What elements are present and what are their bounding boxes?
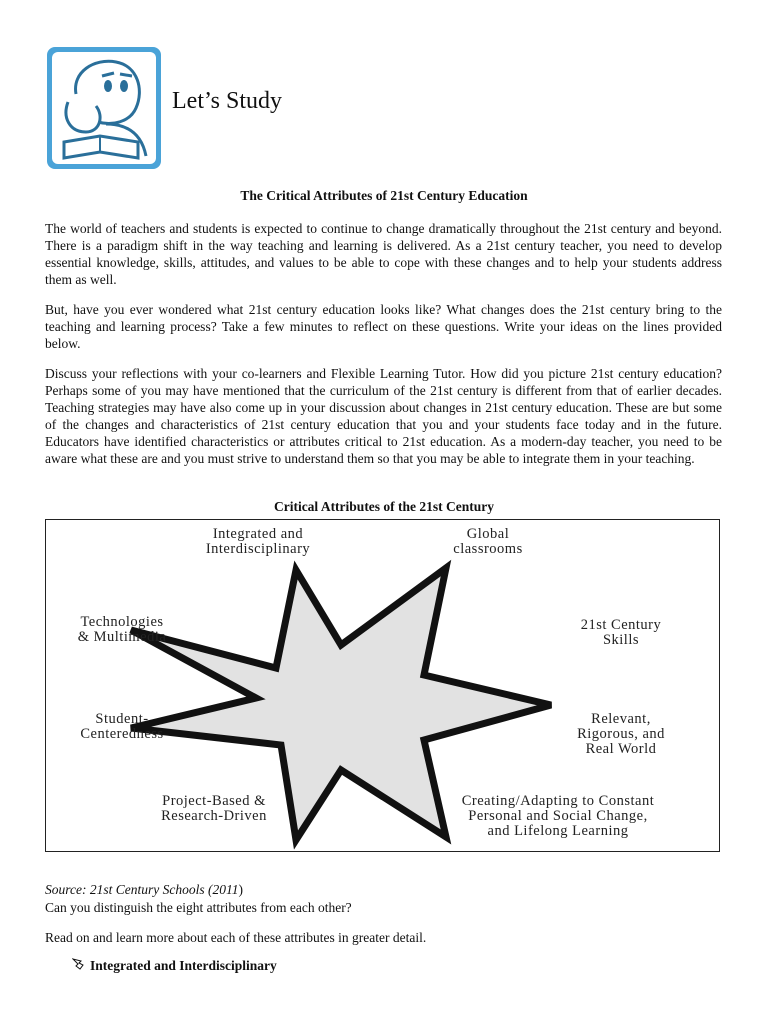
source-citation xyxy=(45,882,243,898)
attribute-creating: Creating/Adapting to Constant Personal and Social Change, and Lifelong Learning xyxy=(461,793,655,839)
bullet-label: Integrated and Interdisciplinary xyxy=(90,958,277,973)
student-reading-icon xyxy=(46,46,162,170)
intro-paragraph: The world of teachers and students is expected to continue to change dramatically throughout the 21st century and beyond. There is a paradigm shift in the way teaching and learning is delivered. As a 21st century teacher, you need to develop essential knowledge, skills, attitudes, and values to be able to cope with these changes and to help your students address them as well. xyxy=(45,221,722,287)
bullet-item xyxy=(72,958,277,974)
attributes-diagram xyxy=(45,519,720,852)
figure-title: Critical Attributes of the 21st Century xyxy=(273,499,495,514)
attribute-technologies: Technologies & Multimedia xyxy=(77,614,167,645)
attribute-integrated: Integrated and Interdisciplinary xyxy=(205,526,311,557)
attribute-global: Global classrooms xyxy=(453,526,523,557)
read-on-line: Read on and learn more about each of these attributes in greater detail. xyxy=(45,930,427,945)
reflection-paragraph: But, have you ever wondered what 21st century education looks like? What changes does the 21st century bring to the teaching and learning process? Take a few minutes to reflect on these questions. Write your ideas on the lines provided below. xyxy=(45,302,722,351)
attribute-student: Student- Centeredness xyxy=(80,711,164,742)
pointing-hand-icon xyxy=(72,958,86,974)
source-close: ) xyxy=(238,882,243,897)
source-text: Source: 21st Century Schools (2011 xyxy=(45,882,239,897)
section-title: Let’s Study xyxy=(172,88,283,114)
attribute-project: Project-Based & Research-Driven xyxy=(161,793,267,824)
attribute-relevant: Relevant, Rigorous, and Real World xyxy=(577,711,665,757)
discussion-paragraph: Discuss your reflections with your co-learners and Flexible Learning Tutor. How did you picture 21st century education? Perhaps some of you may have mentioned that the curriculum of the 21st century is different from that of earlier decades. Teaching strategies may have also come up in your discussion about changes in 21st century education. These are but some of the changes and characteristics of 21st century education that you and your students face today and in the future. Educators have identified characteristics or attributes critical to 21st education. As a modern-day teacher, you need to be aware what these are and you must strive to understand them so that you may be able to integrate them in your teaching. xyxy=(45,366,722,466)
main-heading: The Critical Attributes of 21st Century Education xyxy=(240,188,528,203)
attribute-skills: 21st Century Skills xyxy=(580,617,662,648)
question-line: Can you distinguish the eight attributes from each other? xyxy=(45,900,352,915)
